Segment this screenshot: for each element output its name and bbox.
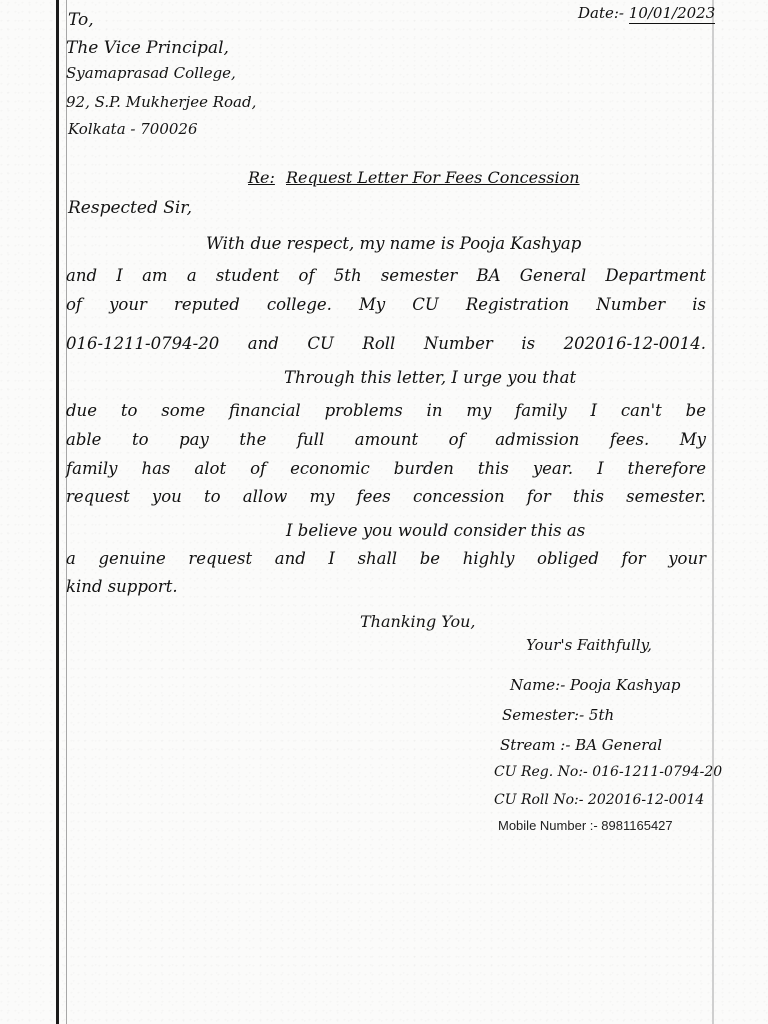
closing-thanks: Thanking You, (360, 612, 476, 631)
body-line-4: 016-1211-0794-20 and CU Roll Number is 202016-12-0014. (66, 334, 706, 353)
body-line-3: of your reputed college. My CU Registration Number is (66, 295, 706, 314)
recipient-college: Syamaprasad College, (66, 64, 236, 82)
salutation: Respected Sir, (68, 198, 192, 218)
body-line-8: family has alot of economic burden this year. I therefore (66, 459, 706, 478)
recipient-address: 92, S.P. Mukherjee Road, (66, 93, 257, 111)
date-value: 10/01/2023 (628, 4, 716, 22)
recipient-designation: The Vice Principal, (66, 38, 229, 58)
body-line-11: a genuine request and I shall be highly obliged for your (66, 549, 706, 568)
subject-line (248, 168, 580, 187)
recipient-to: To, (68, 10, 94, 30)
page-right-edge (712, 0, 714, 1024)
signature-semester: Semester:- 5th (502, 706, 615, 724)
body-line-12: kind support. (66, 577, 178, 596)
signature-roll-no: CU Roll No:- 202016-12-0014 (494, 792, 705, 808)
subject-title: Request Letter For Fees Concession (286, 168, 580, 187)
body-line-2: and I am a student of 5th semester BA General Department (66, 266, 706, 285)
date-label: Date:- (578, 4, 624, 22)
margin-rule (66, 0, 67, 1024)
body-line-1: With due respect, my name is Pooja Kashyap (206, 234, 582, 253)
closing-yours: Your's Faithfully, (526, 636, 652, 654)
signature-stream: Stream :- BA General (500, 736, 663, 754)
recipient-city: Kolkata - 700026 (68, 120, 198, 138)
body-line-6: due to some financial problems in my family I can't be (66, 401, 706, 420)
signature-reg-no: CU Reg. No:- 016-1211-0794-20 (494, 764, 723, 780)
body-line-10: I believe you would consider this as (286, 521, 586, 540)
body-line-5: Through this letter, I urge you that (284, 368, 577, 387)
subject-prefix: Re: (248, 168, 275, 187)
page-left-edge (56, 0, 59, 1024)
signature-name: Name:- Pooja Kashyap (510, 676, 681, 694)
date-line (578, 4, 715, 22)
body-line-9: request you to allow my fees concession for this semester. (66, 487, 706, 506)
body-line-7: able to pay the full amount of admission fees. My (66, 430, 706, 449)
signature-mobile: Mobile Number :- 8981165427 (498, 818, 673, 833)
